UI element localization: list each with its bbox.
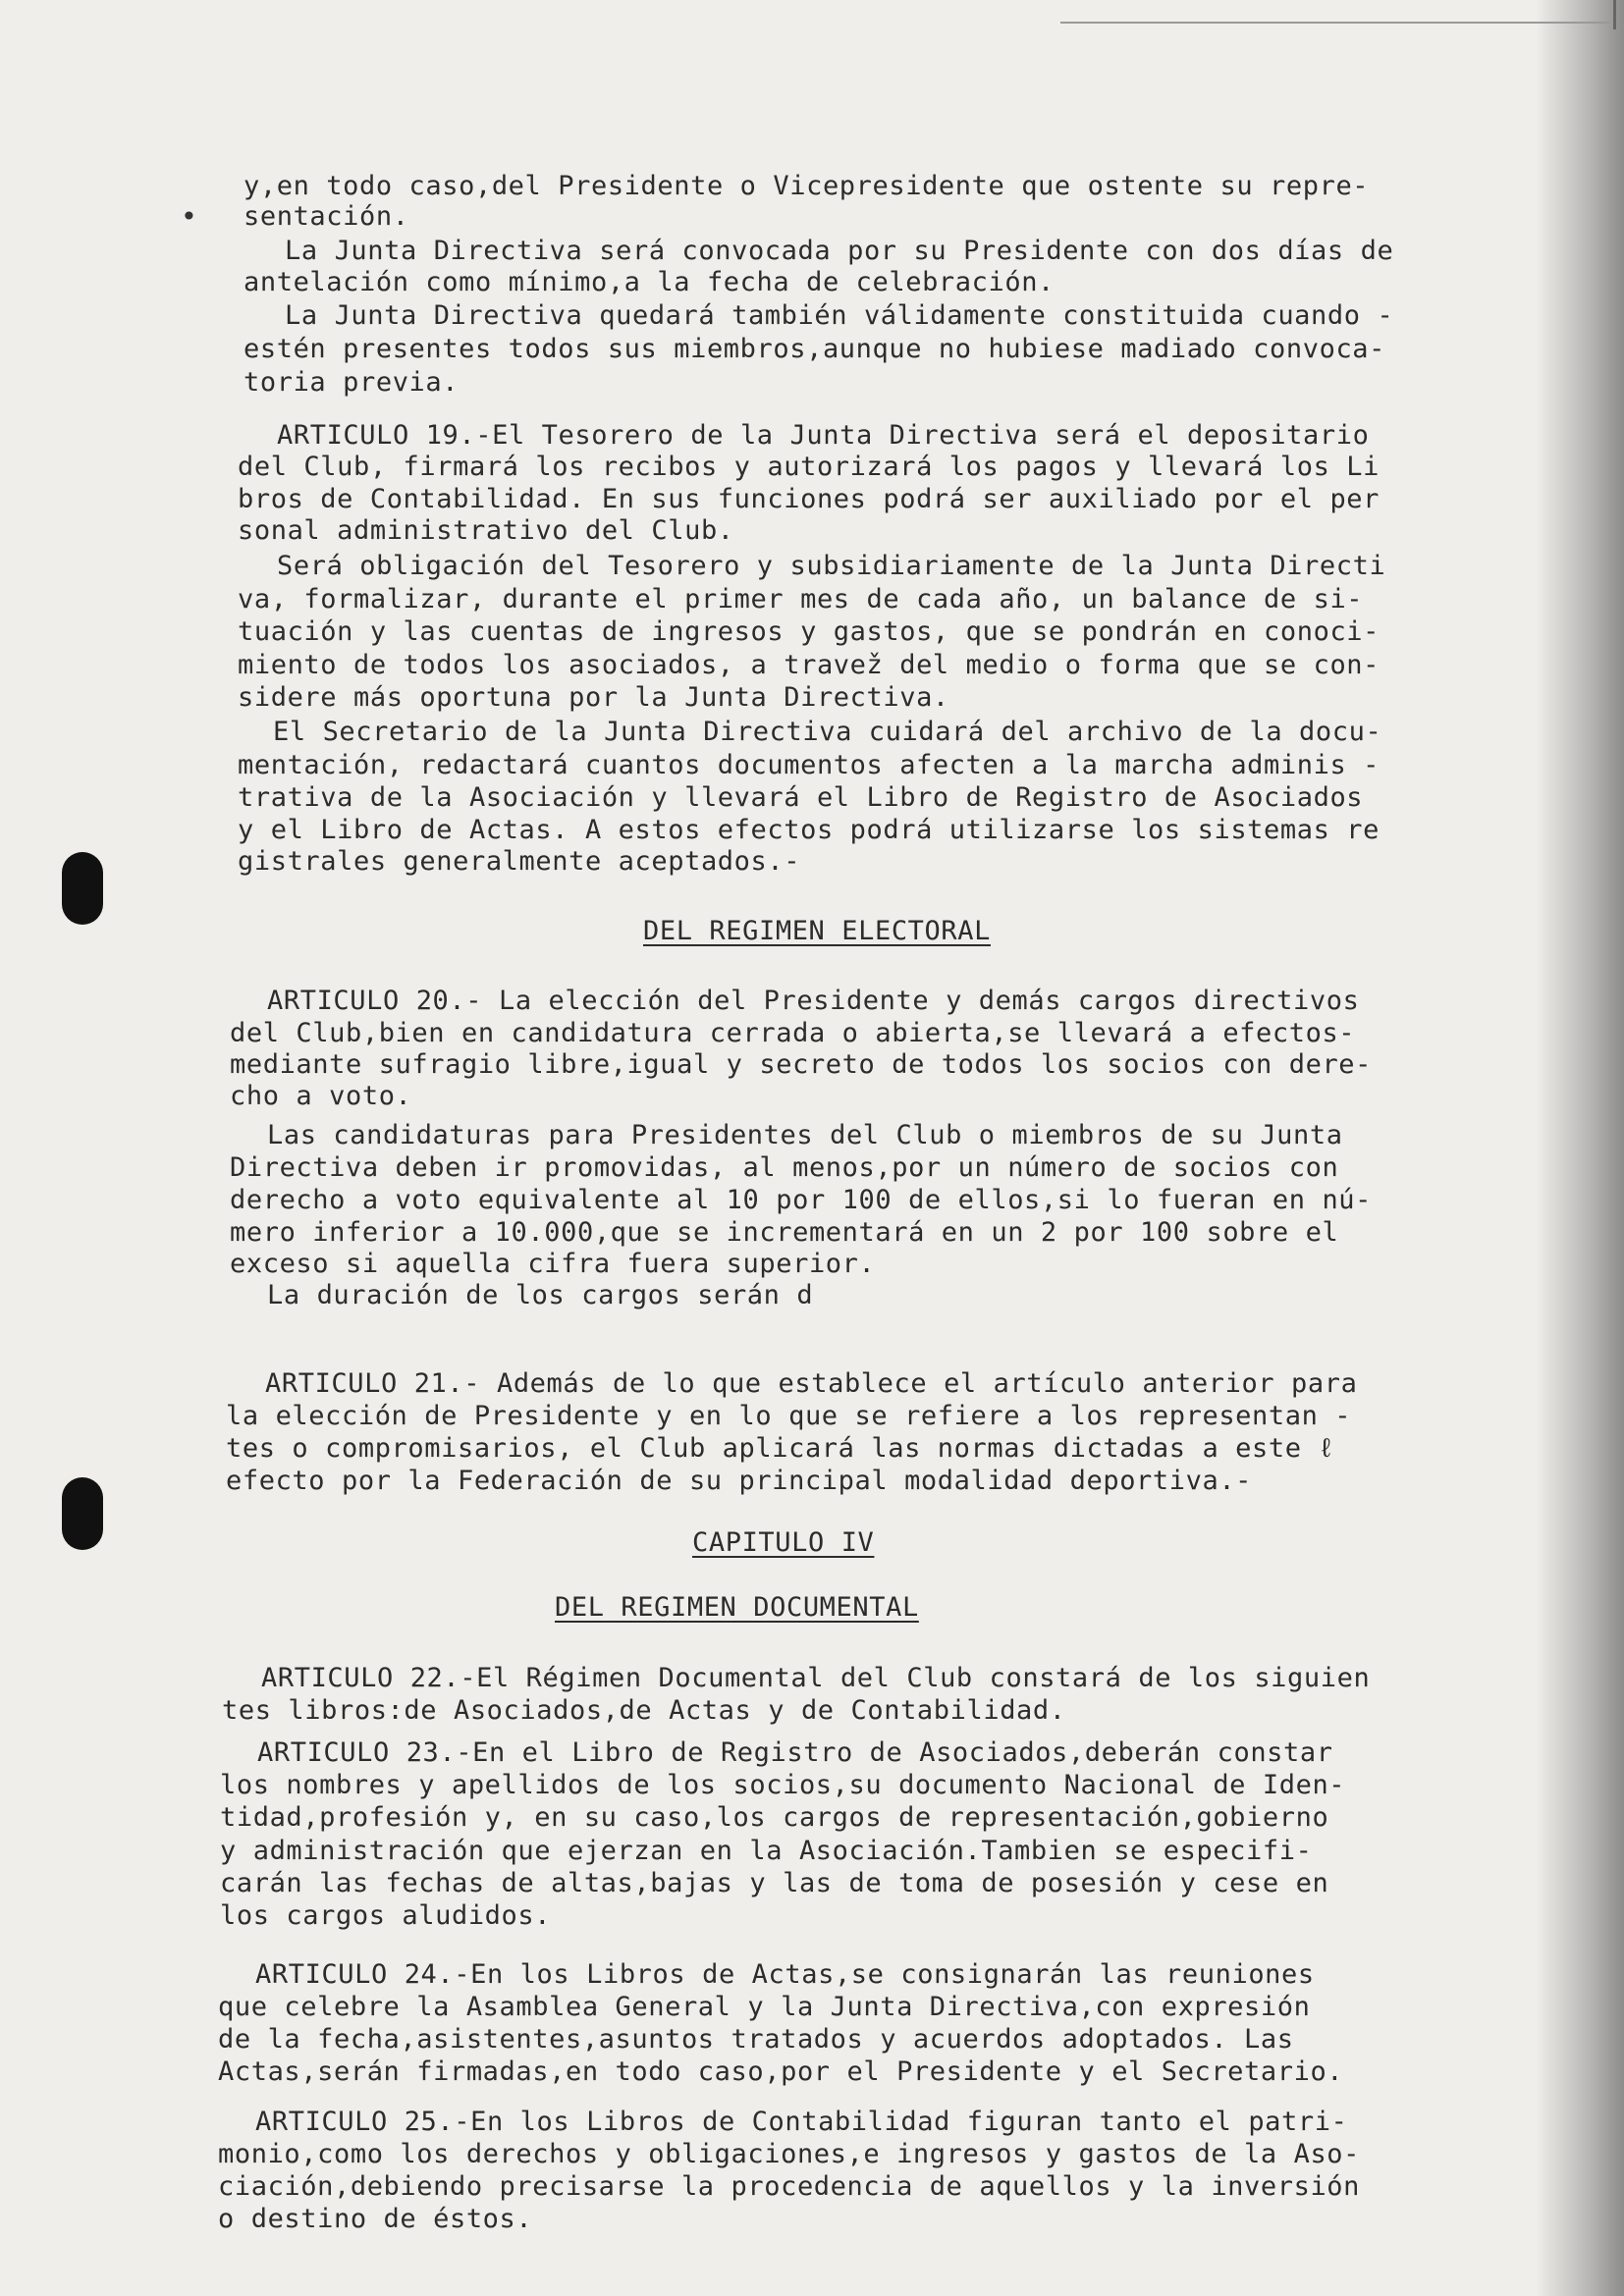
text-line: Directiva deben ir promovidas, al menos,por un número de socios con [230, 1152, 1339, 1183]
section-heading-documental: DEL REGIMEN DOCUMENTAL [555, 1592, 919, 1623]
article-20-line: ARTICULO 20.- La elección del Presidente y demás cargos directivos [267, 986, 1360, 1016]
text-line: va, formalizar, durante el primer mes de cada año, un balance de si- [238, 584, 1364, 614]
text-line: carán las fechas de altas,bajas y las de toma de posesión y cese en [220, 1868, 1329, 1898]
text-line: cho a voto. [230, 1081, 412, 1111]
text-line: que celebre la Asamblea General y la Junta Directiva,con expresión [218, 1992, 1311, 2022]
text-line: del Club, firmará los recibos y autorizará los pagos y llevará los Li [238, 452, 1380, 482]
text-line: tuación y las cuentas de ingresos y gastos, que se pondrán en conoci- [238, 616, 1380, 647]
text-line: El Secretario de la Junta Directiva cuidará del archivo de la docu- [273, 717, 1382, 747]
text-line: sidere más oportuna por la Junta Directiva. [238, 682, 949, 713]
text-line: efecto por la Federación de su principal modalidad deportiva.- [226, 1466, 1253, 1496]
text-line: estén presentes todos sus miembros,aunque no hubiese madiado convoca- [244, 334, 1386, 364]
text-line: trativa de la Asociación y llevará el Libro de Registro de Asociados [238, 782, 1364, 813]
text-line: tes o compromisarios, el Club aplicará las normas dictadas a este ℓ [226, 1433, 1335, 1464]
text-line: la elección de Presidente y en lo que se refiere a los representan - [226, 1401, 1352, 1431]
text-line: sonal administrativo del Club. [238, 515, 734, 546]
text-line: y administración que ejerzan en la Asociación.Tambien se especifi- [220, 1836, 1313, 1866]
text-line: Será obligación del Tesorero y subsidiariamente de la Junta Directi [277, 551, 1386, 581]
text-line: Actas,serán firmadas,en todo caso,por el Presidente y el Secretario. [218, 2056, 1344, 2087]
text-line: miento de todos los asociados, a travež del medio o forma que se con- [238, 650, 1380, 680]
article-23-line: ARTICULO 23.-En el Libro de Registro de Asociados,deberán constar [257, 1737, 1333, 1768]
text-line: los cargos aludidos. [220, 1900, 552, 1931]
chapter-heading: CAPITULO IV [692, 1527, 875, 1558]
text-line: bros de Contabilidad. En sus funciones podrá ser auxiliado por el per [238, 484, 1380, 514]
text-line: La duración de los cargos serán d [267, 1280, 814, 1310]
text-line: mero inferior a 10.000,que se incrementará en un 2 por 100 sobre el [230, 1217, 1339, 1248]
text-line: tidad,profesión y, en su caso,los cargos de representación,gobierno [220, 1802, 1329, 1833]
text-line: los nombres y apellidos de los socios,su documento Nacional de Iden- [220, 1770, 1346, 1800]
margin-mark: • [181, 200, 197, 233]
text-line: tes libros:de Asociados,de Actas y de Contabilidad. [222, 1695, 1066, 1726]
text-line: del Club,bien en candidatura cerrada o abierta,se llevará a efectos- [230, 1018, 1356, 1048]
text-line: exceso si aquella cifra fuera superior. [230, 1249, 876, 1279]
text-line: La Junta Directiva será convocada por su Presidente con dos días de [285, 236, 1394, 266]
text-line: Las candidaturas para Presidentes del Club o miembros de su Junta [267, 1120, 1343, 1150]
section-heading-electoral: DEL REGIMEN ELECTORAL [643, 916, 991, 946]
article-25-line: ARTICULO 25.-En los Libros de Contabilidad figuran tanto el patri- [255, 2107, 1348, 2137]
article-22-line: ARTICULO 22.-El Régimen Documental del Club constará de los siguien [261, 1663, 1371, 1693]
text-line: gistrales generalmente aceptados.- [238, 846, 801, 877]
text-line: mentación, redactará cuantos documentos afecten a la marcha adminis - [238, 750, 1380, 780]
text-line: toria previa. [244, 367, 460, 398]
text-line: monio,como los derechos y obligaciones,e ingresos y gastos de la Aso- [218, 2139, 1361, 2169]
article-24-line: ARTICULO 24.-En los Libros de Actas,se consignarán las reuniones [255, 1959, 1315, 1990]
article-19-line: ARTICULO 19.-El Tesorero de la Junta Directiva será el depositario [277, 420, 1370, 451]
text-line: y el Libro de Actas. A estos efectos podrá utilizarse los sistemas re [238, 815, 1380, 845]
text-line: sentación. [244, 201, 409, 232]
text-line: La Junta Directiva quedará también válidamente constituida cuando - [285, 300, 1394, 331]
text-line: y,en todo caso,del Presidente o Vicepresidente que ostente su repre- [244, 171, 1370, 201]
text-line: antelación como mínimo,a la fecha de celebración. [244, 267, 1055, 297]
text-line: o destino de éstos. [218, 2204, 533, 2234]
text-line: mediante sufragio libre,igual y secreto de todos los socios con dere- [230, 1049, 1373, 1080]
text-line: ciación,debiendo precisarse la procedencia de aquellos y la inversión [218, 2171, 1361, 2202]
text-line: derecho a voto equivalente al 10 por 100 de ellos,si lo fueran en nú- [230, 1185, 1373, 1215]
text-line: de la fecha,asistentes,asuntos tratados y acuerdos adoptados. Las [218, 2024, 1294, 2055]
article-21-line: ARTICULO 21.- Además de lo que establece el artículo anterior para [265, 1368, 1358, 1399]
